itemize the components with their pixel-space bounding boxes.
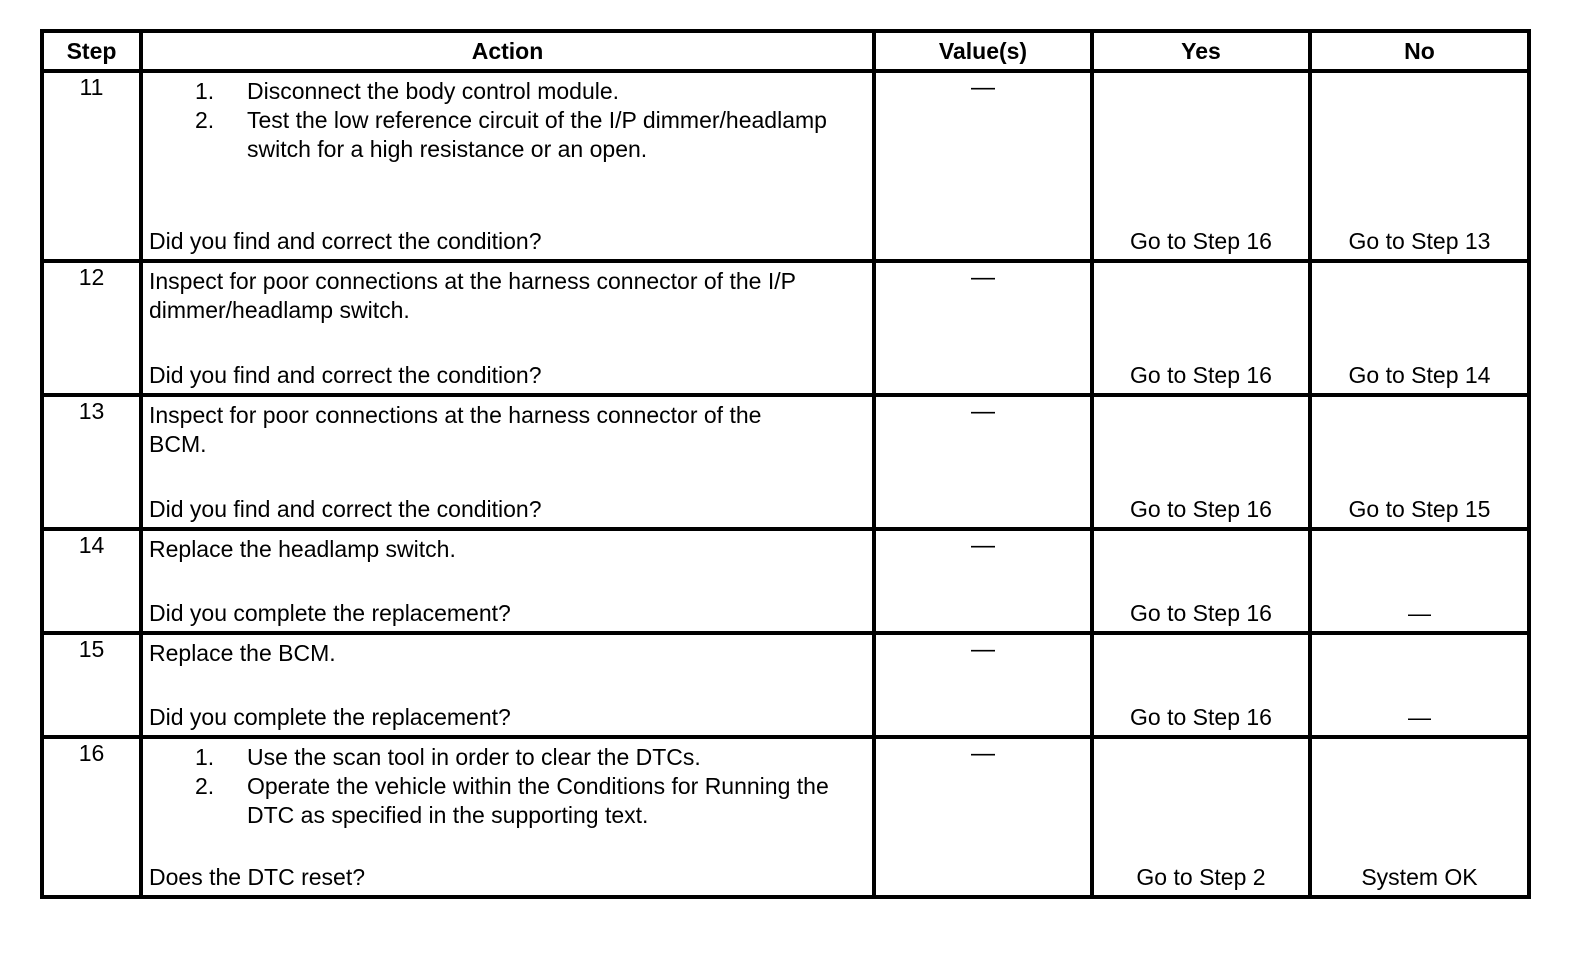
list-number: 1. bbox=[195, 78, 215, 104]
no-text: — bbox=[1408, 704, 1431, 730]
yes-cell bbox=[1092, 529, 1310, 633]
yes-text: Go to Step 16 bbox=[1130, 496, 1272, 522]
table-row bbox=[42, 395, 1529, 529]
action-cell bbox=[141, 395, 874, 529]
action-text: Replace the headlamp switch. bbox=[149, 536, 456, 562]
no-cell bbox=[1310, 261, 1529, 395]
action-text: Replace the BCM. bbox=[149, 640, 336, 666]
action-cell bbox=[141, 261, 874, 395]
value-cell: — bbox=[874, 395, 1092, 529]
no-text: System OK bbox=[1361, 864, 1478, 890]
action-question: Did you complete the replacement? bbox=[149, 704, 511, 730]
header-yes: Yes bbox=[1092, 31, 1310, 71]
step-number: 16 bbox=[42, 737, 141, 897]
no-cell bbox=[1310, 395, 1529, 529]
list-number: 2. bbox=[195, 107, 215, 133]
action-list-item bbox=[195, 77, 872, 106]
action-list-item bbox=[195, 743, 872, 772]
yes-cell bbox=[1092, 737, 1310, 897]
value-cell: — bbox=[874, 633, 1092, 737]
header-no: No bbox=[1310, 31, 1529, 71]
yes-text: Go to Step 16 bbox=[1130, 362, 1272, 388]
step-number: 14 bbox=[42, 529, 141, 633]
action-list-item bbox=[195, 106, 872, 164]
table-row bbox=[42, 529, 1529, 633]
no-cell bbox=[1310, 529, 1529, 633]
action-cell bbox=[141, 71, 874, 261]
action-text: Inspect for poor connections at the harness connector of the BCM. bbox=[149, 402, 762, 457]
diagnostic-table bbox=[40, 29, 1531, 899]
list-text: Disconnect the body control module. bbox=[247, 78, 620, 104]
no-text: Go to Step 14 bbox=[1348, 362, 1491, 388]
action-cell bbox=[141, 633, 874, 737]
action-list bbox=[149, 77, 872, 164]
action-question: Did you complete the replacement? bbox=[149, 600, 511, 626]
table-row bbox=[42, 737, 1529, 897]
header-step: Step bbox=[42, 31, 141, 71]
list-text: Operate the vehicle within the Conditions for Running the DTC as specified in the supporting text. bbox=[247, 773, 829, 828]
header-action: Action bbox=[141, 31, 874, 71]
list-number: 2. bbox=[195, 773, 215, 799]
list-text: Use the scan tool in order to clear the DTCs. bbox=[247, 744, 701, 770]
no-cell bbox=[1310, 633, 1529, 737]
yes-text: Go to Step 2 bbox=[1136, 864, 1266, 890]
action-question: Did you find and correct the condition? bbox=[149, 496, 542, 522]
value-cell: — bbox=[874, 737, 1092, 897]
no-text: — bbox=[1408, 600, 1431, 626]
no-cell bbox=[1310, 737, 1529, 897]
yes-cell bbox=[1092, 395, 1310, 529]
action-question: Did you find and correct the condition? bbox=[149, 362, 542, 388]
table-row bbox=[42, 261, 1529, 395]
action-cell bbox=[141, 529, 874, 633]
action-list bbox=[149, 743, 872, 830]
yes-cell bbox=[1092, 71, 1310, 261]
step-number: 15 bbox=[42, 633, 141, 737]
no-text: Go to Step 15 bbox=[1348, 496, 1491, 522]
value-cell: — bbox=[874, 261, 1092, 395]
yes-cell bbox=[1092, 633, 1310, 737]
value-cell: — bbox=[874, 71, 1092, 261]
no-text: Go to Step 13 bbox=[1348, 228, 1491, 254]
yes-text: Go to Step 16 bbox=[1130, 600, 1272, 626]
table-row bbox=[42, 71, 1529, 261]
value-cell: — bbox=[874, 529, 1092, 633]
action-text: Inspect for poor connections at the harness connector of the I/P dimmer/headlamp switch. bbox=[149, 268, 796, 323]
action-cell bbox=[141, 737, 874, 897]
step-number: 12 bbox=[42, 261, 141, 395]
list-text: Test the low reference circuit of the I/P dimmer/headlamp switch for a high resistance or an open. bbox=[247, 107, 827, 162]
list-number: 1. bbox=[195, 744, 215, 770]
yes-cell bbox=[1092, 261, 1310, 395]
header-values: Value(s) bbox=[874, 31, 1092, 71]
yes-text: Go to Step 16 bbox=[1130, 228, 1272, 254]
action-question: Did you find and correct the condition? bbox=[149, 228, 542, 254]
no-cell bbox=[1310, 71, 1529, 261]
header-row bbox=[42, 31, 1529, 71]
action-list-item bbox=[195, 772, 872, 830]
yes-text: Go to Step 16 bbox=[1130, 704, 1272, 730]
action-question: Does the DTC reset? bbox=[149, 864, 366, 890]
table-row bbox=[42, 633, 1529, 737]
step-number: 11 bbox=[42, 71, 141, 261]
step-number: 13 bbox=[42, 395, 141, 529]
